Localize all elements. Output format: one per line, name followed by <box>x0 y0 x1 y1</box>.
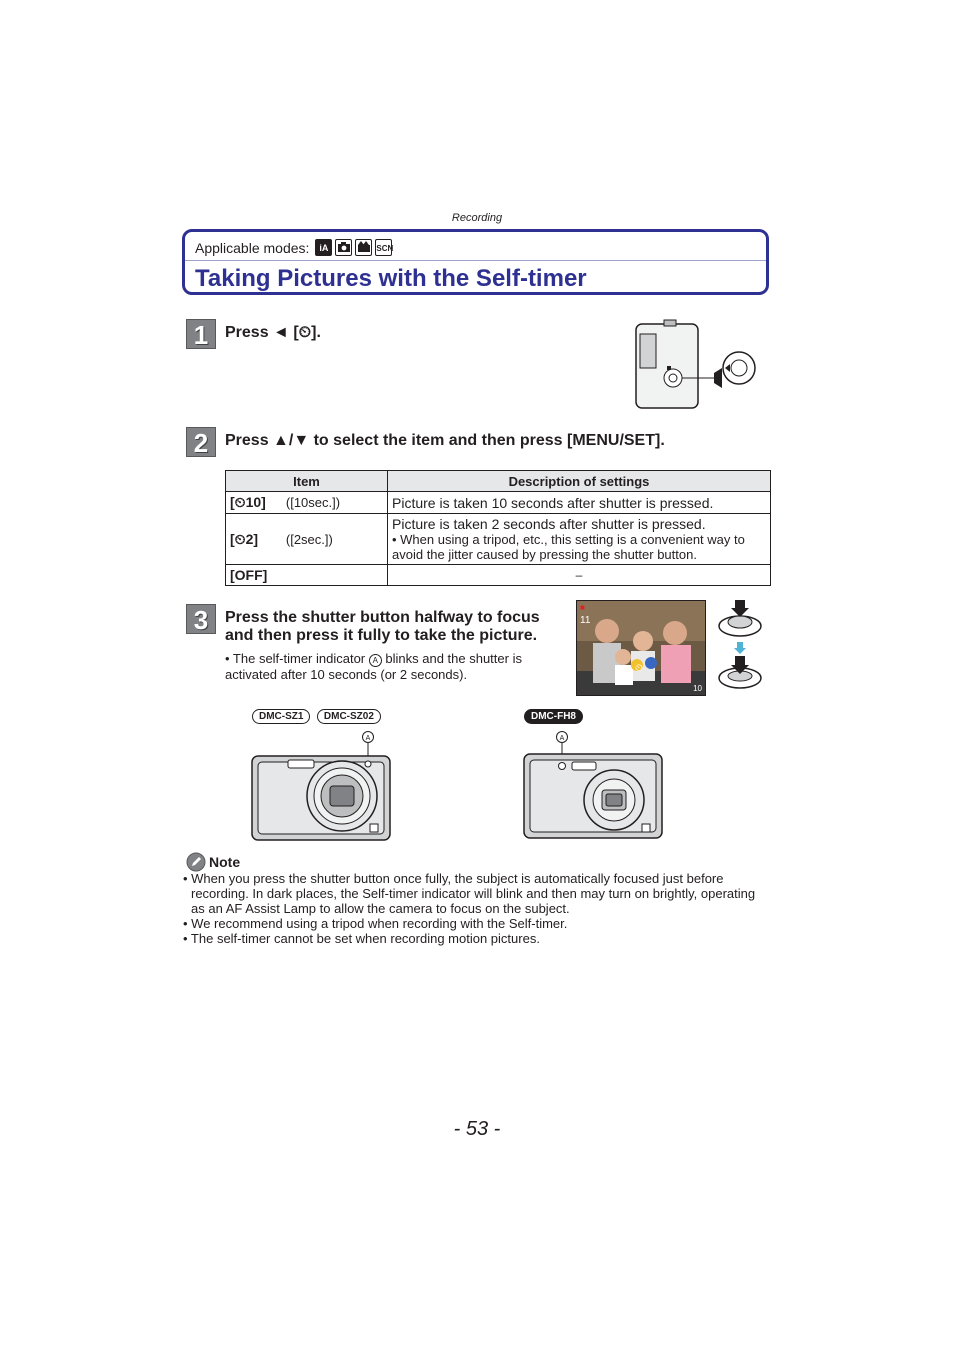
table-cell-description: Picture is taken 10 seconds after shutter is pressed. <box>388 492 771 514</box>
note-item: • The self-timer cannot be set when recording motion pictures. <box>183 931 540 946</box>
title-divider <box>185 260 766 261</box>
svg-text:A: A <box>559 735 565 742</box>
step-2-text: Press ▲/▼ to select the item and then press [MENU/SET]. <box>225 432 665 449</box>
timer-readout: 10 <box>693 684 702 693</box>
model-tag: DMC-SZ1 <box>252 709 310 724</box>
step-3-text <box>225 609 540 645</box>
shutter-button-illustration <box>716 598 764 694</box>
lcd-preview-photo <box>576 600 706 696</box>
intelligent-auto-mode-icon: iA <box>315 239 332 256</box>
bullet-text-post: blinks and the shutter is activated after 10 seconds (or 2 seconds). <box>225 651 522 682</box>
note-item: • When you press the shutter button once fully, the subject is automatically focused just before recording. In dark places, the Self-timer indicator will blink and then may turn on brightly, operating as an AF Assist Lamp to allow the camera to focus on the subject. <box>183 871 756 916</box>
step-3-line-1: Press the shutter button halfway to focus <box>225 609 540 626</box>
marker-a: A <box>369 654 382 667</box>
page-title: Taking Pictures with the Self-timer <box>195 265 587 292</box>
camera-front-sz1-illustration <box>250 728 392 842</box>
table-row <box>226 492 771 514</box>
title-box <box>182 229 769 295</box>
item-label: ([10sec.]) <box>285 495 341 510</box>
self-timer-2-icon: [⏲2] <box>230 530 259 547</box>
self-timer-10-icon: [⏲10] <box>230 494 266 510</box>
table-cell-item <box>226 514 388 565</box>
step-2-number: 2 <box>186 427 216 457</box>
camera-mode-icon <box>335 239 352 256</box>
scene-mode-icon: SCN <box>375 239 392 256</box>
self-timer-overlay-icon: ⏲ <box>635 663 643 674</box>
step-3-line-2: and then press it fully to take the picture. <box>225 627 538 644</box>
table-cell-item <box>226 492 388 514</box>
model-tag: DMC-SZ02 <box>317 709 381 724</box>
step-1-text: Press ◄ [⏲]. <box>225 324 321 341</box>
table-cell-item <box>226 565 388 586</box>
model-tag: DMC-FH8 <box>524 709 583 724</box>
table-cell-description <box>388 514 771 565</box>
note-title: Note <box>209 854 241 870</box>
left-model-tags <box>252 706 381 724</box>
camera-front-fh8-illustration <box>522 728 664 842</box>
svg-text:A: A <box>365 735 371 742</box>
modes-label: Applicable modes: <box>195 239 310 256</box>
right-model-tags <box>524 706 583 724</box>
off-label: [OFF] <box>230 567 268 583</box>
table-header-description: Description of settings <box>388 471 771 492</box>
note-heading <box>186 852 240 872</box>
note-pencil-icon <box>186 852 206 872</box>
item-label: ([2sec.]) <box>285 531 333 547</box>
note-list <box>183 871 763 946</box>
page-number: - 53 - <box>453 1118 501 1140</box>
bullet-text-pre: • The self-timer indicator <box>225 651 366 666</box>
applicable-modes <box>195 239 392 256</box>
description-text: Picture is taken 2 seconds after shutter is pressed. <box>392 516 706 532</box>
table-row <box>226 514 771 565</box>
settings-table <box>225 470 771 586</box>
remaining-count: 11 <box>580 615 591 626</box>
table-header-row <box>226 471 771 492</box>
step-3-number: 3 <box>186 604 216 634</box>
note-item: • We recommend using a tripod when recording with the Self-timer. <box>183 916 568 931</box>
table-cell-description: – <box>388 565 771 586</box>
step-3-bullet <box>225 651 555 682</box>
table-header-item: Item <box>226 471 388 492</box>
motion-picture-mode-icon <box>355 239 372 256</box>
camera-back-illustration <box>632 318 762 413</box>
step-1-number: 1 <box>186 319 216 349</box>
description-note: • When using a tripod, etc., this setting is a convenient way to avoid the jitter caused by pressing the shutter button. <box>392 532 745 562</box>
table-row <box>226 565 771 586</box>
record-mode-icon: ■ <box>580 603 585 612</box>
section-label: Recording <box>451 212 503 224</box>
